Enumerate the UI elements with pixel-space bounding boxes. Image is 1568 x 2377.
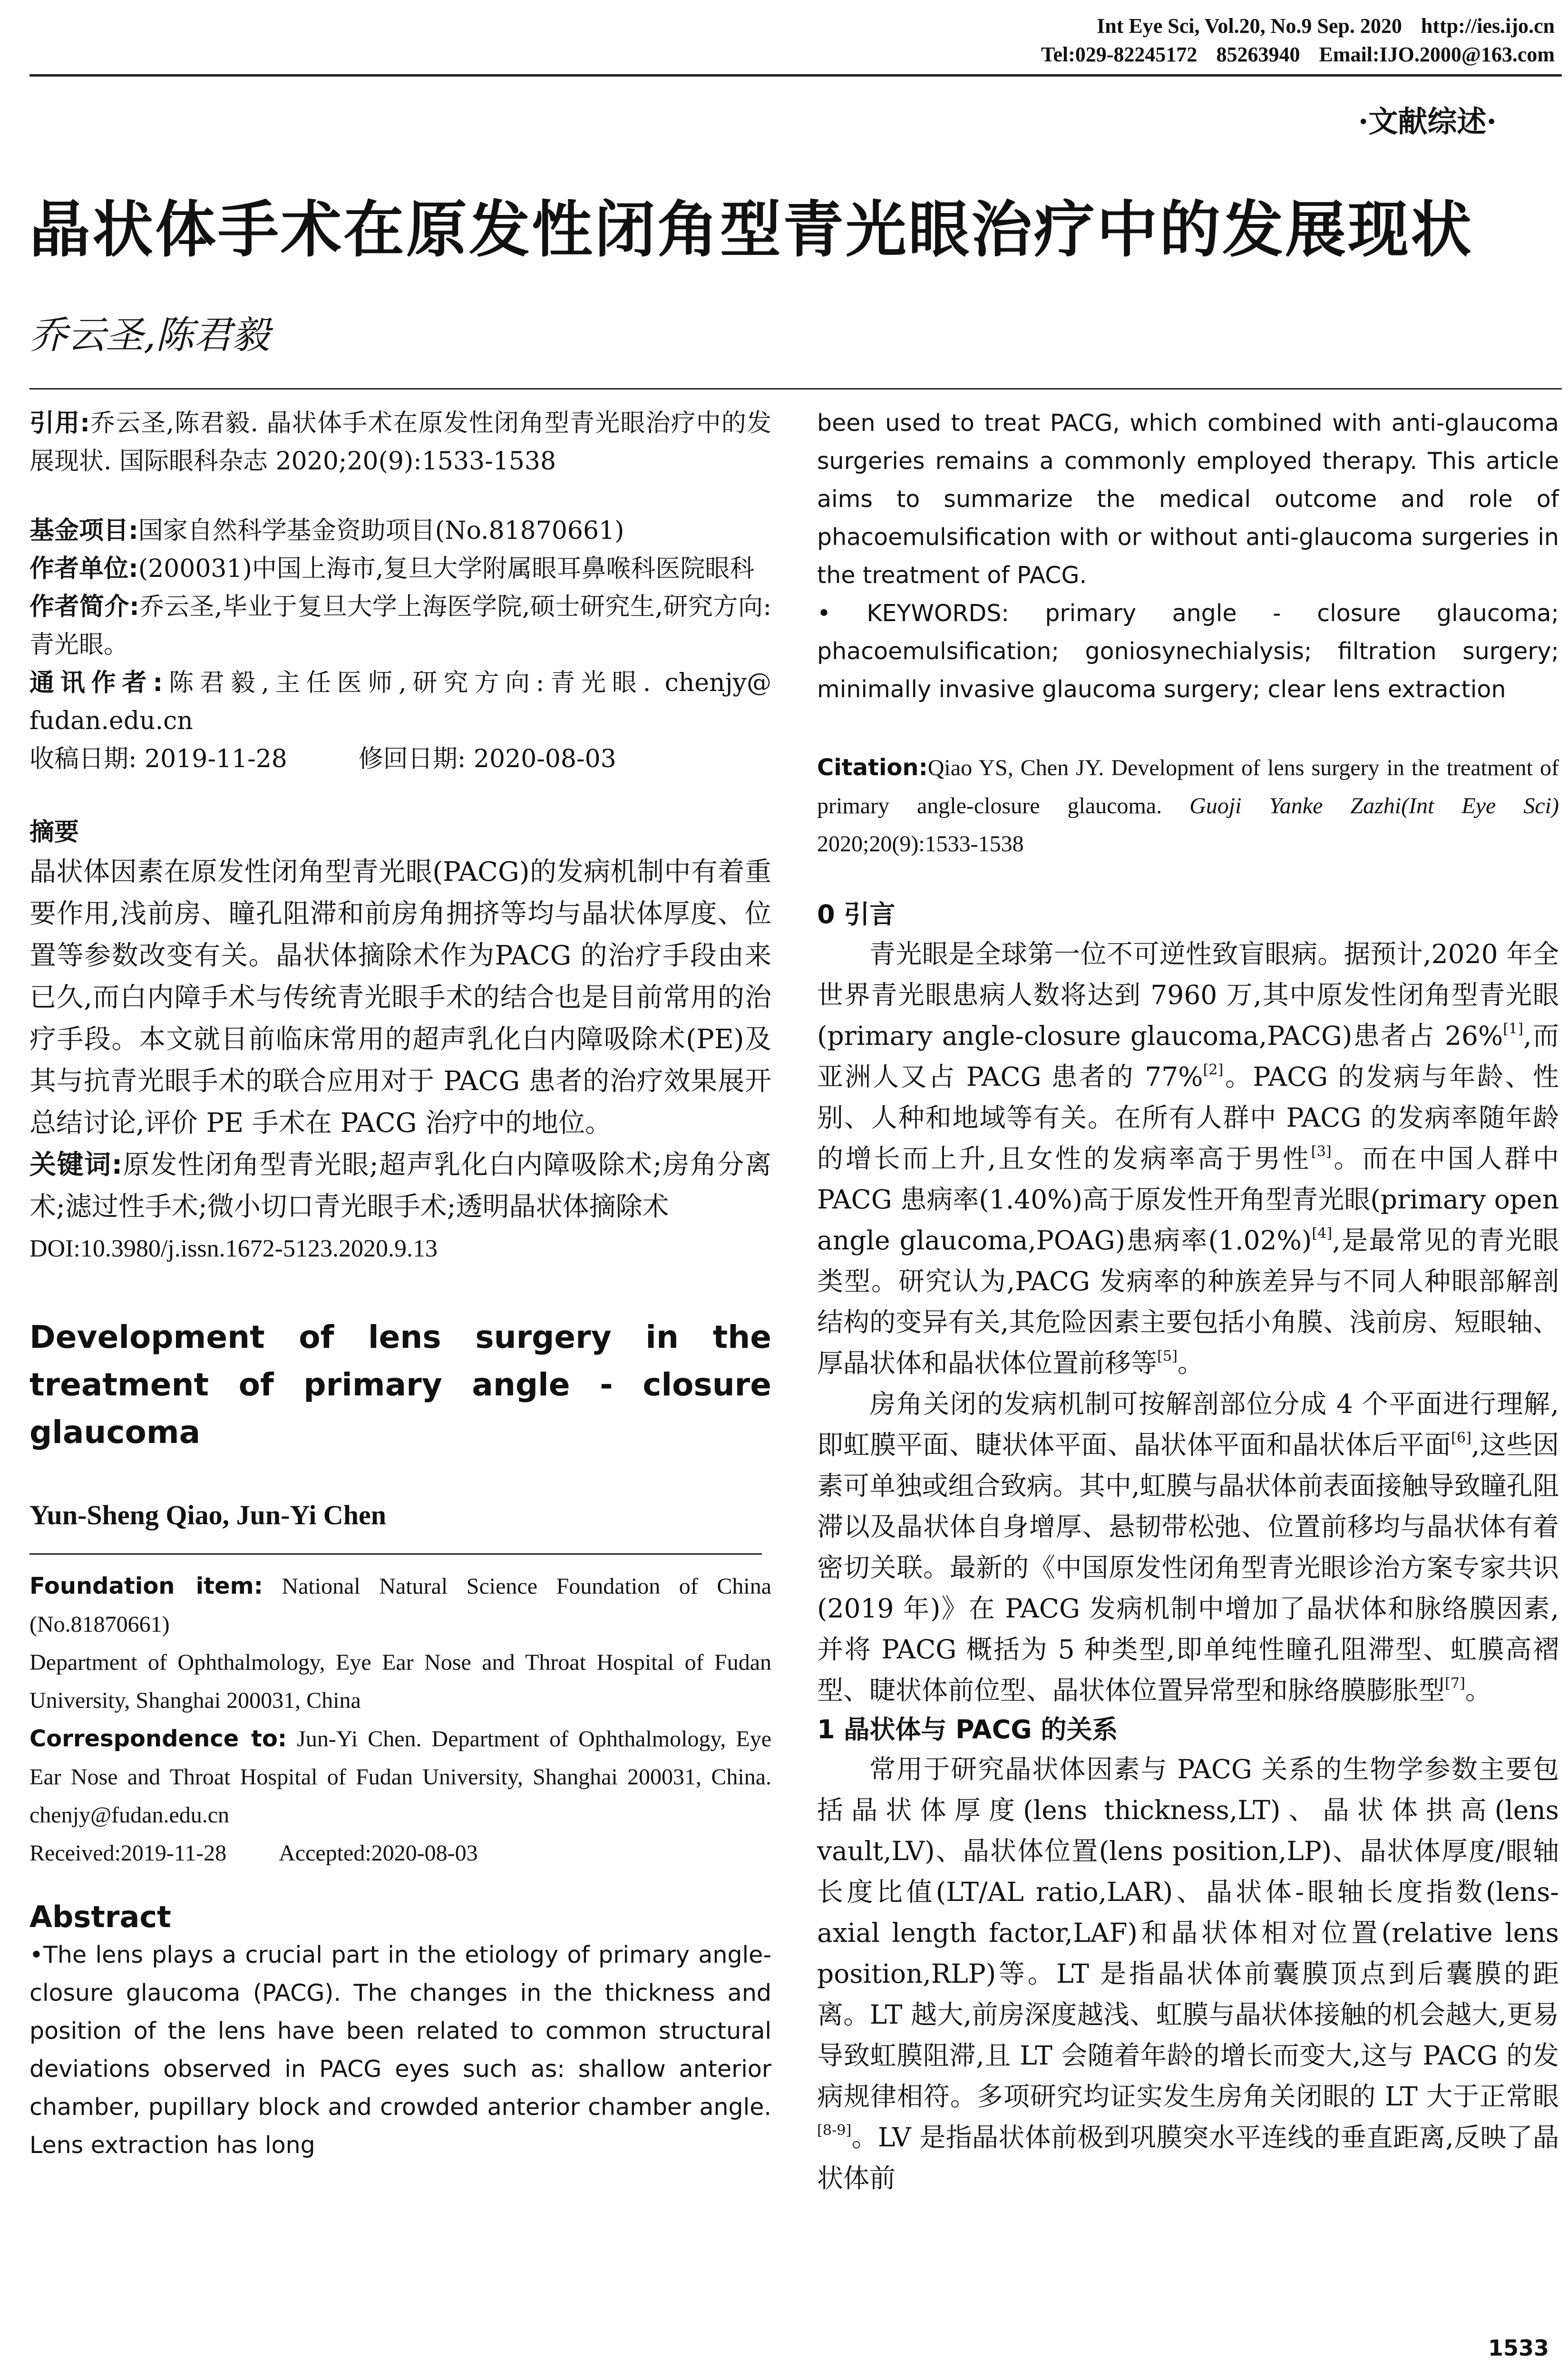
dates-cn: 收稿日期: 2019-11-28 修回日期: 2020-08-03 xyxy=(29,745,616,773)
section-0-heading: 0 引言 xyxy=(817,899,896,929)
contact-line xyxy=(1022,42,1555,68)
section-1-para: 常用于研究晶状体因素与 PACG 关系的生物学参数主要包括晶状体厚度(lens thickness,LT)、晶状体拱高(lens vault,LV)、晶状体位置(lens position,LP)、晶状体厚度/眼轴长度比值(LT/AL ratio,LAR)、晶状体-眼轴长度指数(lens-axial length factor,LAF)和晶状体相对位置(relative lens position,RLP)等。LT 是指晶状体前囊膜顶点到后囊膜的距离。LT 越大,前房深度越浅、虹膜与晶状体接触的机会越大,更易导致虹膜阻滞,且 LT 会随着年龄的增长而变大,这与 PACG 的发病规律相符。多项研究均证实发生房角关闭眼的 LT 大于正常眼[8-9]。LV 是指晶状体前极到巩膜突水平连线的垂直距离,反映了晶状体前 xyxy=(817,1754,1559,2193)
journal-line: Int Eye Sci, Vol.20, No.9 Sep. 2020 xyxy=(1097,14,1402,38)
article-category: ·文献综述· xyxy=(1358,104,1497,139)
dept-en: Department of Ophthalmology, Eye Ear Nose and Throat Hospital of Fudan University, Shanghai 200031, China xyxy=(29,1650,771,1713)
abstract-en-p1: •The lens plays a crucial part in the etiology of primary angle-closure glaucoma (PACG). The changes in the thickness and position of the lens have been related to common structural deviations observed in PACG eyes such as: shallow anterior chamber, pupillary block and crowded anterior chamber angle. Lens extraction has long xyxy=(29,1941,771,2159)
corr-cn: 通讯作者:陈君毅,主任医师,研究方向:青光眼. chenjy@ fudan.edu.cn xyxy=(29,669,772,735)
tel: Tel:029-82245172 xyxy=(1041,43,1198,66)
email: Email:IJO.2000@163.com xyxy=(1319,43,1555,66)
dates-en: Received:2019-11-28 Accepted:2020-08-03 xyxy=(29,1841,478,1866)
journal-url[interactable]: http://ies.ijo.cn xyxy=(1421,14,1555,38)
fund-cn: 基金项目:国家自然科学基金资助项目(No.81870661) xyxy=(29,516,624,545)
unit-cn: 作者单位:(200031)中国上海市,复旦大学附属眼耳鼻喉科医院眼科 xyxy=(29,555,755,583)
intro-para-1: 青光眼是全球第一位不可逆性致盲眼病。据预计,2020 年全世界青光眼患病人数将达到 7960 万,其中原发性闭角型青光眼(primary angle-closure glaucoma,PACG)患者占 26%[1],而亚洲人又占 PACG 患者的 77%[2]。PACG 的发病与年龄、性别、人种和地域等有关。在所有人群中 PACG 的发病率随年龄的增长而上升,且女性的发病率高于男性[3]。而在中国人群中 PACG 患病率(1.40%)高于原发性开角型青光眼(primary open angle glaucoma,POAG)患病率(1.02%)[4],是最常见的青光眼类型。研究认为,PACG 发病率的种族差异与不同人种眼部解剖结构的变异有关,其危险因素主要包括小角膜、浅前房、短眼轴、厚晶状体和晶状体位置前移等[5]。 xyxy=(817,939,1559,1378)
foundation-en: Foundation item: National Natural Science Foundation of China (No.81870661) xyxy=(29,1573,771,1637)
citation-cn: 引用:乔云圣,陈君毅. 晶状体手术在原发性闭角型青光眼治疗中的发展现状. 国际眼科杂志 2020;20(9):1533-1538 xyxy=(29,409,772,476)
header-rule xyxy=(29,74,1562,77)
left-column xyxy=(29,404,771,2164)
authors-en: Yun-Sheng Qiao, Jun-Yi Chen xyxy=(29,1500,386,1530)
keywords-en: • KEYWORDS: primary angle - closure glaucoma; phacoemulsification; goniosynechialysis; filtration surgery; minimally invasive glaucoma surgery; clear lens extraction xyxy=(817,600,1559,703)
intro-para-2: 房角关闭的发病机制可按解剖部位分成 4 个平面进行理解,即虹膜平面、睫状体平面、晶状体平面和晶状体后平面[6],这些因素可单独或组合致病。其中,虹膜与晶状体前表面接触导致瞳孔阻滞以及晶状体自身增厚、悬韧带松弛、位置前移均与晶状体有着密切关联。最新的《中国原发性闭角型青光眼诊治方案专家共识(2019 年)》在 PACG 发病机制中增加了晶状体和脉络膜因素,并将 PACG 概括为 5 种类型,即单纯性瞳孔阻滞型、虹膜高褶型、睫状体前位型、晶状体位置异常型和脉络膜膨胀型[7]。 xyxy=(817,1389,1559,1705)
bio-cn: 作者简介:乔云圣,毕业于复旦大学上海医学院,硕士研究生,研究方向:青光眼。 xyxy=(29,593,772,659)
abstract-en-heading: Abstract xyxy=(29,1900,171,1934)
citation-en: Citation:Qiao YS, Chen JY. Development of lens surgery in the treatment of primary angle-closure glaucoma. Guoji Yanke Zazhi(Int Eye Sci) 2020;20(9):1533-1538 xyxy=(817,754,1559,857)
section-1-heading: 1 晶状体与 PACG 的关系 xyxy=(817,1715,1118,1744)
title-cn: 晶状体手术在原发性闭角型青光眼治疗中的发展现状 xyxy=(29,195,1474,265)
right-column xyxy=(817,404,1559,2199)
abstract-cn: 晶状体因素在原发性闭角型青光眼(PACG)的发病机制中有着重要作用,浅前房、瞳孔阻滞和前房角拥挤等均与晶状体厚度、位置等参数改变有关。晶状体摘除术作为PACG 的治疗手段由来已久,而白内障手术与传统青光眼手术的结合也是目前常用的治疗手段。本文就目前临床常用的超声乳化白内障吸除术(PE)及其与抗青光眼手术的联合应用对于 PACG 患者的治疗效果展开总结讨论,评价 PE 手术在 PACG 治疗中的地位。 xyxy=(29,857,771,1139)
authors-en-rule xyxy=(29,1534,762,1555)
page-number: 1533 xyxy=(1488,2335,1549,2361)
tel2: 85263940 xyxy=(1216,43,1300,66)
running-header xyxy=(1078,13,1555,39)
title-en: Development of lens surgery in the treatment of primary angle - closure glaucoma xyxy=(29,1319,771,1451)
abstract-cn-heading: 摘要 xyxy=(29,818,79,847)
authors-cn: 乔云圣,陈君毅 xyxy=(29,313,270,357)
abstract-en-cont: been used to treat PACG, which combined with anti-glaucoma surgeries remains a commonly employed therapy. This article aims to summarize the medical outcome and role of phacoemulsification with or without anti-glaucoma surgeries in the treatment of PACG. xyxy=(817,409,1559,589)
corr-en: Correspondence to: Jun-Yi Chen. Department of Ophthalmology, Eye Ear Nose and Throat Hospital of Fudan University, Shanghai 200031, China. chenjy@fudan.edu.cn xyxy=(29,1725,772,1828)
title-rule xyxy=(29,388,1562,390)
doi: DOI:10.3980/j.issn.1672-5123.2020.9.13 xyxy=(29,1235,438,1262)
keywords-cn: 关键词:原发性闭角型青光眼;超声乳化白内障吸除术;房角分离术;滤过性手术;微小切口青光眼手术;透明晶状体摘除术 xyxy=(29,1150,771,1222)
